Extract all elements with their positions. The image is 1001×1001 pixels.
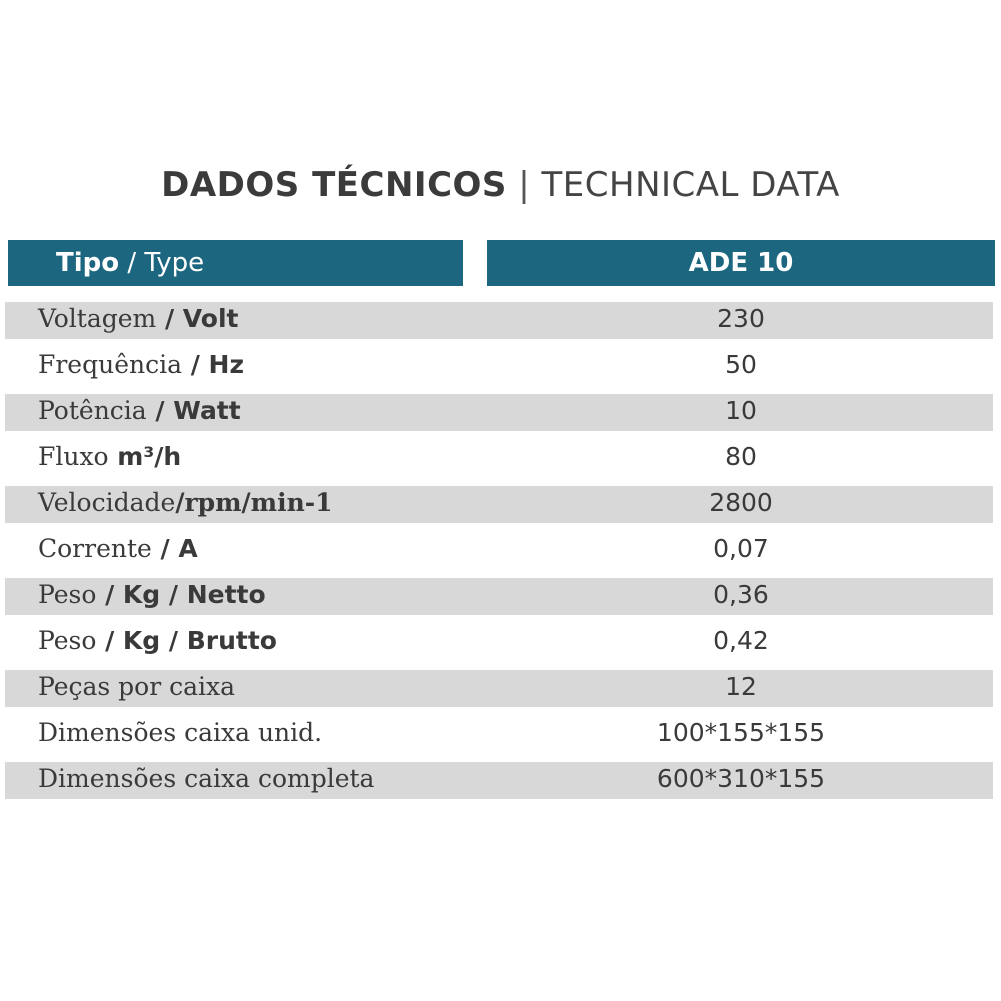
row-value: 2800 <box>709 488 773 517</box>
row-label: Peso / Kg / Netto <box>38 580 266 609</box>
table-row <box>0 574 1001 620</box>
table-row <box>0 298 1001 344</box>
row-value: 230 <box>717 304 765 333</box>
header-label-en: Type <box>144 248 205 278</box>
table-row <box>0 620 1001 666</box>
row-label: Peso / Kg / Brutto <box>38 626 277 655</box>
table-header-type <box>8 240 463 286</box>
header-model: ADE 10 <box>688 248 794 278</box>
row-label: Dimensões caixa unid. <box>38 718 323 747</box>
table-row <box>0 528 1001 574</box>
technical-data-table <box>0 298 1001 804</box>
table-row <box>0 390 1001 436</box>
row-label: Peças por caixa <box>38 672 236 701</box>
table-row <box>0 758 1001 804</box>
table-row <box>0 666 1001 712</box>
row-value: 0,07 <box>713 534 769 563</box>
row-value: 100*155*155 <box>656 718 826 747</box>
row-value: 0,36 <box>713 580 769 609</box>
row-label: Frequência / Hz <box>38 350 245 379</box>
row-label: Fluxo m³/h <box>38 442 182 471</box>
row-label: Corrente / A <box>38 534 198 563</box>
row-label: Voltagem / Volt <box>38 304 239 333</box>
header-label-sep: / <box>119 248 145 278</box>
title-portuguese: DADOS TÉCNICOS <box>161 165 507 205</box>
title-separator: | <box>518 165 531 205</box>
table-row <box>0 712 1001 758</box>
table-row <box>0 436 1001 482</box>
table-row <box>0 482 1001 528</box>
page-title <box>0 165 1001 205</box>
row-value: 50 <box>725 350 757 379</box>
table-row <box>0 344 1001 390</box>
row-value: 80 <box>725 442 757 471</box>
row-value: 12 <box>725 672 757 701</box>
table-header-model <box>487 240 995 286</box>
row-value: 600*310*155 <box>656 764 826 793</box>
row-label: Potência / Watt <box>38 396 241 425</box>
row-label: Velocidade/rpm/min-1 <box>38 488 333 517</box>
title-english: TECHNICAL DATA <box>541 165 840 205</box>
header-label-pt: Tipo <box>56 248 120 278</box>
row-value: 0,42 <box>713 626 769 655</box>
row-value: 10 <box>725 396 757 425</box>
row-label: Dimensões caixa completa <box>38 764 375 793</box>
